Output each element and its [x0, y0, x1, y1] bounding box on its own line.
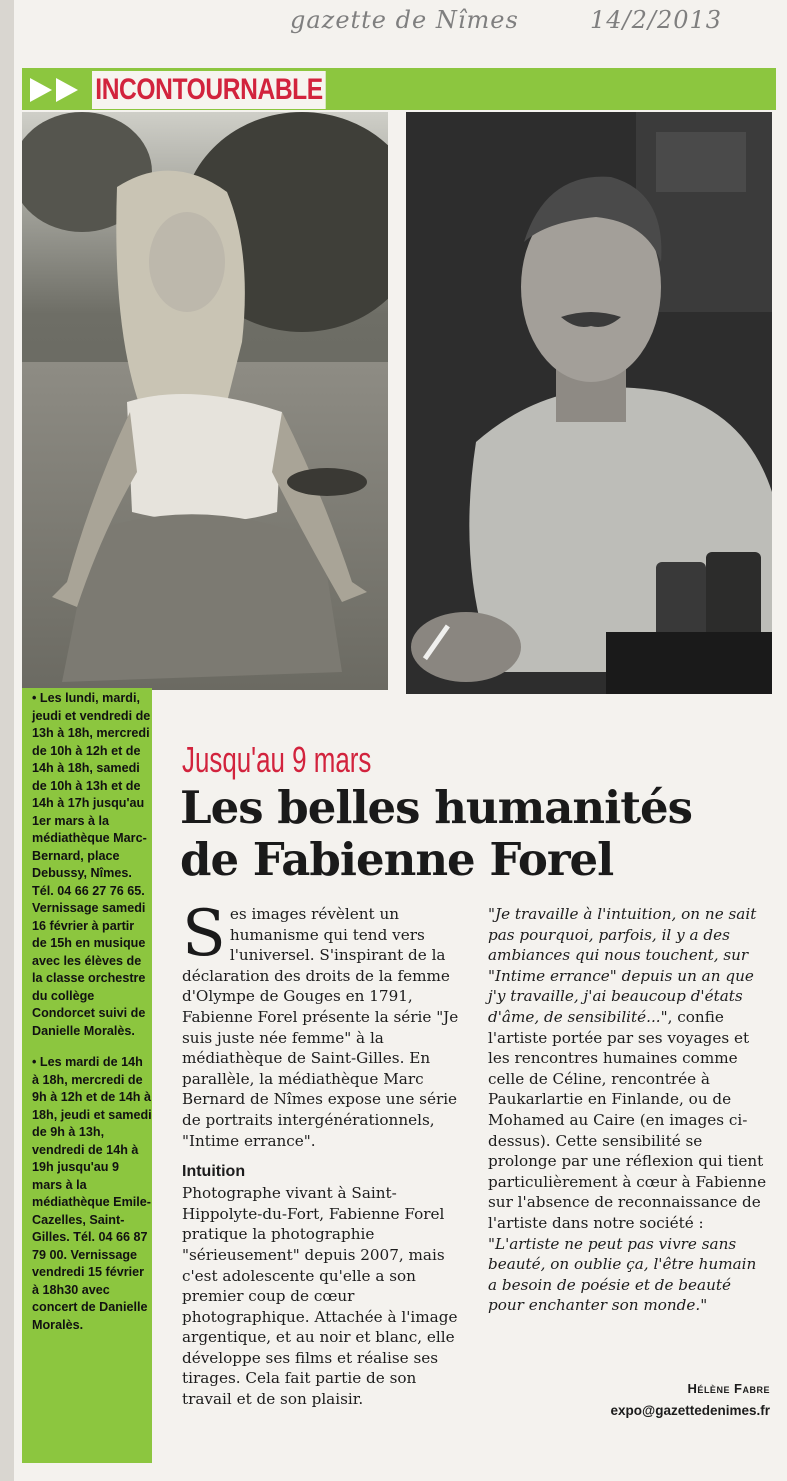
section-label: INCONTOURNABLE	[92, 71, 326, 109]
woman-photo	[22, 112, 388, 690]
info-sidebar-text	[32, 690, 152, 1348]
article-headline	[180, 782, 770, 886]
article-kicker: Jusqu'au 9 mars	[182, 739, 372, 780]
drop-cap: S	[182, 897, 226, 971]
sidebar-paragraph-saint-gilles: • Les mardi de 14h à 18h, mercredi de 9h à 12h et de 14h à 18h, jeudi et samedi de 9h à 13h, vendredi de 14h à 19h jusqu'au 9 mars à la médiathèque Emile-Cazelles, Saint-Gilles. Tél. 04 66 87 79 00. Vernissage vendredi 15 février à 18h30 avec concert de Danielle Moralès.	[32, 1055, 152, 1332]
handwritten-date: 14/2/2013	[590, 6, 723, 34]
man-photo	[406, 112, 772, 694]
article-signature	[560, 1378, 770, 1422]
sidebar-paragraph-nimes: • Les lundi, mardi, jeudi et vendredi de 13h à 18h, mercredi de 10h à 12h et de 14h à 18h, samedi de 10h à 13h et de 14h à 17h jusqu'au 1er mars à la médiathèque Marc-Bernard, place Debussy, Nîmes. Tél. 04 66 27 76 65. Vernissage samedi 16 février à partir de 15h en musique avec les élèves de la classe orchestre du collège Condorcet suivi de Danielle Moralès.	[32, 691, 151, 1038]
handwritten-annotation	[290, 6, 760, 42]
artist-quote-1: "Je travaille à l'intuition, on ne sait pas pourquoi, parfois, il y a des ambiances qui nous touchent, sur "Intime errance" depuis un an que j'y travaille, j'ai beaucoup d'états d'âme, de sensibilité..."	[488, 905, 757, 1026]
article-column-2	[488, 904, 770, 1316]
page-edge	[0, 0, 14, 1481]
intro-text: es images révèlent un humanisme qui tend vers l'universel. S'inspirant de la déclaration des droits de la femme d'Olympe de Gouges en 1791, Fabienne Forel présente la série "Je suis juste née femme" à la médiathèque de Saint-Gilles. En parallèle, la médiathèque Marc Bernard de Nîmes expose une série de portraits intergénérationnels, "Intime errance".	[182, 905, 459, 1150]
article-intro-paragraph	[182, 897, 464, 1151]
quote-paragraph	[488, 904, 770, 1234]
quote-continuation: , confie l'artiste portée par ses voyages et les rencontres humaines comme celle de Céline, rencontrée à Paukarlartie en Finlande, ou de Mohamed au Caire (en images ci-dessus). Cette sensibilité se prolonge par une réflexion qui tient particulièrement à cœur à Fabienne sur l'absence de reconnaissance de l'artiste dans notre société :	[488, 1007, 767, 1232]
double-arrow-icon	[28, 76, 88, 104]
handwritten-publication: gazette de Nîmes	[290, 6, 519, 34]
article-paragraph-2: Photographe vivant à Saint-Hippolyte-du-Fort, Fabienne Forel pratique la photographie "sérieusement" depuis 2007, mais c'est adolescente qu'elle a son premier coup de cœur photographique. Attachée à l'image argentique, et au noir et blanc, elle développe ses films et réalise ses tirages. Cela fait partie de son travail et de son plaisir.	[182, 1184, 458, 1409]
article-column-1	[182, 897, 464, 1410]
man-photo-illustration	[406, 112, 772, 694]
author-name: Hélène Fabre	[687, 1381, 770, 1396]
headline-line-2: de Fabienne Forel	[180, 833, 614, 886]
contact-email: expo@gazettedenimes.fr	[610, 1403, 770, 1418]
headline-line-1: Les belles humanités	[180, 781, 692, 834]
woman-photo-illustration	[22, 112, 388, 690]
article-subhead: Intuition	[182, 1163, 246, 1181]
artist-quote-2: "L'artiste ne peut pas vivre sans beauté, on oublie ça, l'être humain a besoin de poésie et de beauté pour enchanter son monde."	[488, 1234, 757, 1315]
